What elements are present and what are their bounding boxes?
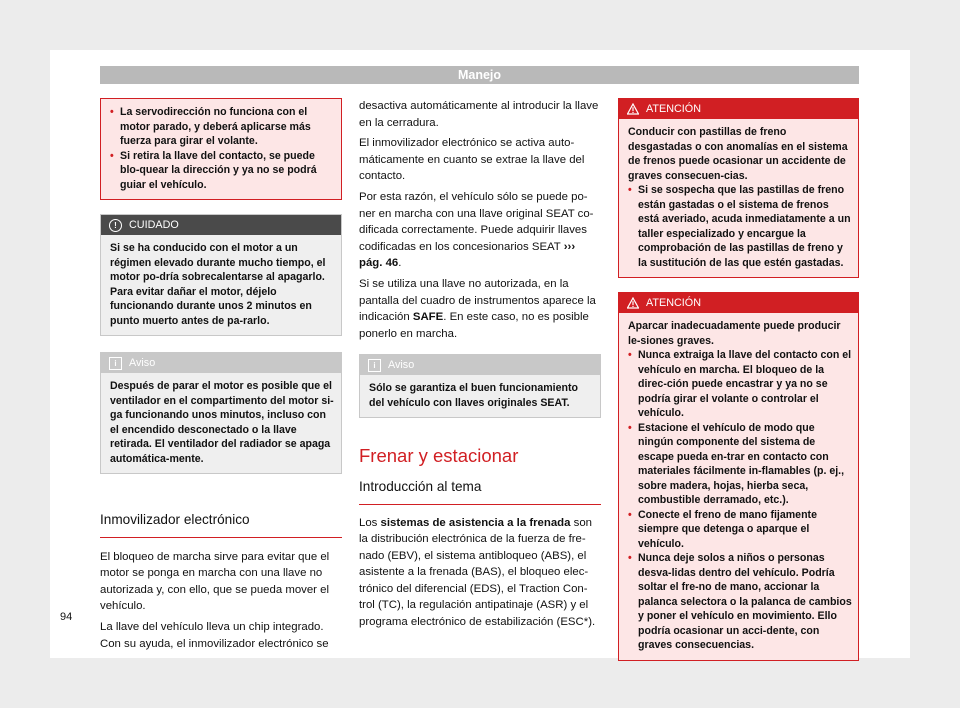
atencion-box bbox=[618, 292, 859, 661]
paragraph: La llave del vehículo lleva un chip integrado. Con su ayuda, el inmovilizador electrónico se bbox=[100, 620, 329, 650]
atencion-label: ATENCIÓN bbox=[646, 297, 701, 309]
sub-heading: Introducción al tema bbox=[359, 479, 601, 505]
paragraph: Si se utiliza una llave no autorizada, en la pantalla del cuadro de instrumentos aparece la indicación SAFE. En este caso, no es posible ponerlo en marcha. bbox=[359, 277, 596, 340]
page-number: 94 bbox=[60, 611, 73, 623]
cuidado-text: Si se ha conducido con el motor a un régimen elevado durante mucho tiempo, el motor po-dría sobrecalentarse al apagarlo. Para evitar dañar el motor, déjelo funcionando durante unos 2 minutos en punto muerto antes de pa-rarlo. bbox=[110, 242, 326, 327]
page-reference-link[interactable]: ››› pág. 46 bbox=[359, 240, 576, 270]
safe-indicator: SAFE bbox=[412, 311, 444, 324]
info-icon: i bbox=[368, 359, 381, 372]
paragraph: El inmovilizador electrónico se activa auto-máticamente en cuanto se extrae la llave del contacto. bbox=[359, 137, 585, 183]
bullet-item: • Conecte el freno de mano fijamente siempre que detenga o aparque el vehículo. bbox=[628, 508, 852, 552]
column-3 bbox=[618, 98, 859, 675]
aviso-header bbox=[101, 353, 341, 373]
aviso-text: Sólo se garantiza el buen funcionamiento del vehículo con llaves originales SEAT. bbox=[369, 382, 578, 409]
aviso-box bbox=[359, 354, 601, 418]
atencion-label: ATENCIÓN bbox=[646, 103, 701, 115]
chapter-heading: Frenar y estacionar bbox=[359, 445, 519, 467]
bullet-item: • Estacione el vehículo de modo que ningún componente del sistema de escape pueda en-trar en contacto con materiales fácilmente in-flamables (p. ej., sobre madera, hojas, hierba seca, combustible derramado, etc.). bbox=[628, 421, 852, 508]
cuidado-label: CUIDADO bbox=[129, 219, 179, 231]
paragraph: Por esta razón, el vehículo sólo se puede po-ner en marcha con una llave original SEAT co-dificada correctamente. Puede adquirir llaves codificadas en los concesionarios SEAT ››› pág. 46. bbox=[359, 190, 594, 270]
aviso-header bbox=[360, 355, 600, 375]
atencion-header bbox=[619, 293, 858, 313]
warning-triangle-icon bbox=[627, 297, 639, 309]
atencion-intro: Aparcar inadecuadamente puede producir le-siones graves. bbox=[628, 320, 841, 347]
aviso-label: Aviso bbox=[129, 357, 156, 369]
bullet-item: • Si se sospecha que las pastillas de freno están gastadas o el sistema de frenos está averiado, acuda inmediatamente a un taller especializado y encargue la comprobación de las pastillas de freno y la sustitución de las que estén gastadas. bbox=[628, 183, 852, 270]
bullet-item: • Nunca deje solos a niños o personas desva-lidas dentro del vehículo. Podría soltar el fre-no de mano, accionar la palanca selectora o la palanca de cambios y poner el vehículo en movimiento. Ello podría ocasionar un acci-dente, con graves consecuencias. bbox=[628, 551, 852, 653]
cuidado-box bbox=[100, 214, 342, 336]
column-1 bbox=[100, 98, 342, 656]
section-title: Inmovilizador electrónico bbox=[100, 500, 342, 538]
page-header: Manejo bbox=[100, 66, 859, 84]
warning-triangle-icon bbox=[627, 103, 639, 115]
aviso-label: Aviso bbox=[388, 359, 415, 372]
bullet-item: • La servodirección no funciona con el motor parado, y deberá aplicarse más fuerza para girar el volante. bbox=[110, 105, 335, 149]
aviso-text: Después de parar el motor es posible que el ventilador en el compartimento del motor si-ga funcionando unos minutos, incluso con el encendido desconectado o la llave retirada. El ventilador del radiador se apaga automática-mente. bbox=[110, 380, 334, 465]
manual-page bbox=[50, 50, 910, 658]
atencion-intro: Conducir con pastillas de freno desgastadas o con anomalías en el sistema de frenos puede ocasionar un accidente de graves consecuen-cias. bbox=[628, 126, 848, 182]
cuidado-header bbox=[101, 215, 341, 235]
paragraph: Los sistemas de asistencia a la frenada son la distribución electrónica de la fuerza de fre-nado (EBV), el sistema antibloqueo (ABS), el asistente a la frenada (BAS), el bloqueo elec-trónico del diferencial (EDS), el Traction Con-trol (TC), la regulación antipatinaje (ASR) y el programa electrónico de estabilización (ESC*). bbox=[359, 516, 596, 629]
atencion-box bbox=[618, 98, 859, 278]
warning-continuation-box bbox=[100, 98, 342, 200]
exclamation-circle-icon: ! bbox=[109, 219, 122, 232]
bullet-item: • Si retira la llave del contacto, se puede blo-quear la dirección y ya no se podrá guiar el vehículo. bbox=[110, 149, 335, 193]
column-2 bbox=[359, 98, 601, 635]
paragraph: desactiva automáticamente al introducir la llave en la cerradura. bbox=[359, 100, 599, 129]
info-icon: i bbox=[109, 357, 122, 370]
aviso-box bbox=[100, 352, 342, 474]
paragraph: El bloqueo de marcha sirve para evitar que el motor se ponga en marcha con una llave no autorizada y, con ello, que se pueda mover el vehículo. bbox=[100, 550, 330, 613]
bullet-item: • Nunca extraiga la llave del contacto con el vehículo en marcha. El bloqueo de la direc-ción puede encastrar y ya no se podría girar el volante o controlar el vehículo. bbox=[628, 348, 852, 421]
atencion-header bbox=[619, 99, 858, 119]
